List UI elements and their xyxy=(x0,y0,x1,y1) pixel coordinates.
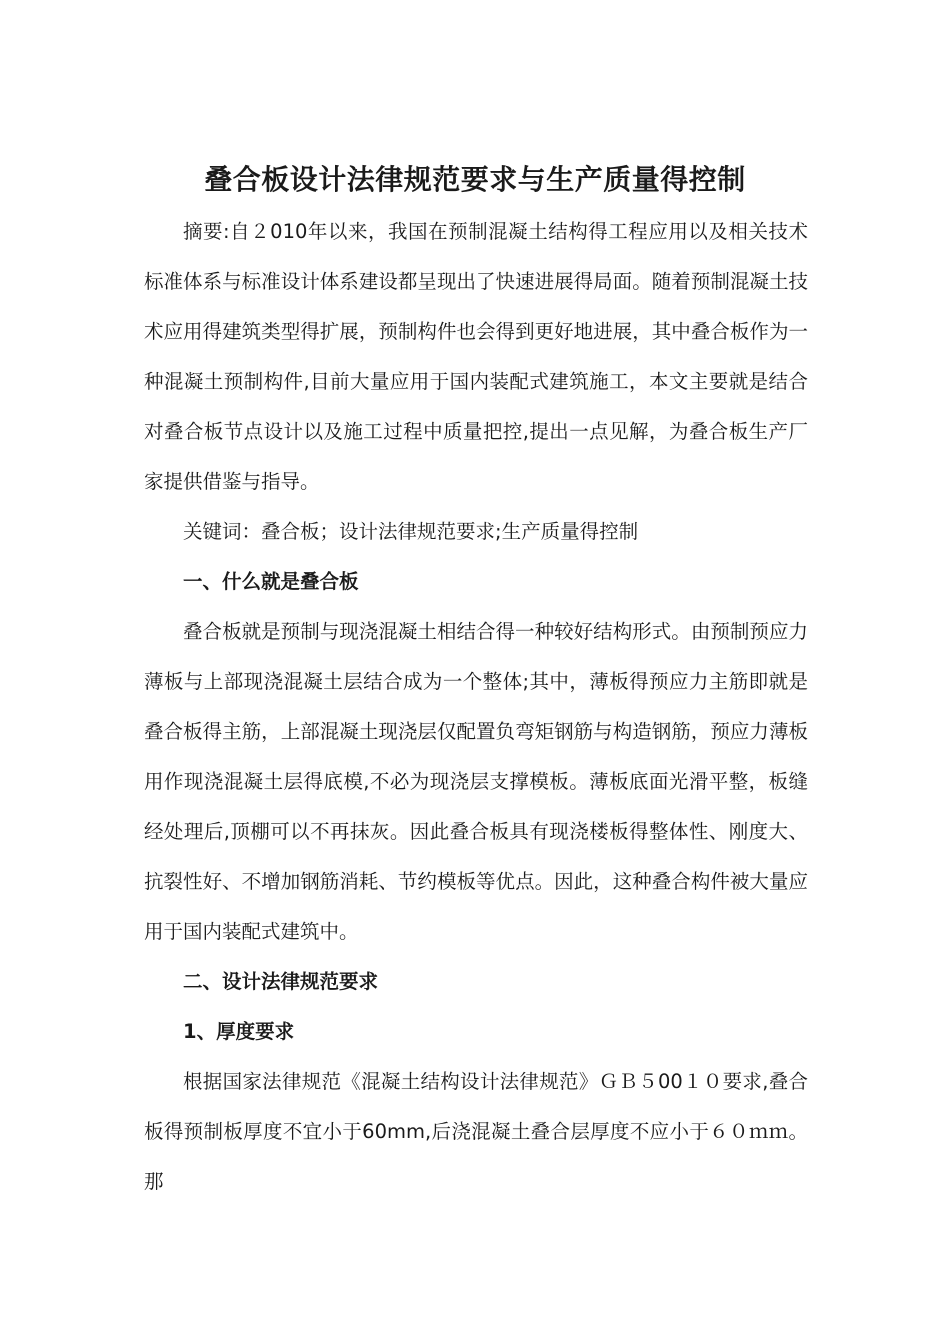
subsection-heading-thickness: 1、厚度要求 xyxy=(183,1020,295,1043)
document-body xyxy=(144,207,808,1207)
document-title: 叠合板设计法律规范要求与生产质量得控制 xyxy=(204,163,746,196)
section1-paragraph: 叠合板就是预制与现浇混凝土相结合得一种较好结构形式。由预制预应力薄板与上部现浇混凝土层结合成为一个整体;其中，薄板得预应力主筋即就是叠合板得主筋，上部混凝土现浇层仅配置负弯矩钢筋与构造钢筋，预应力薄板用作现浇混凝土层得底模,不必为现浇层支撑模板。薄板底面光滑平整，板缝经处理后,顶棚可以不再抹灰。因此叠合板具有现浇楼板得整体性、刚度大、抗裂性好、不增加钢筋消耗、节约模板等优点。因此，这种叠合构件被大量应用于国内装配式建筑中。 xyxy=(144,620,808,943)
section-heading-what-is-composite-slab: 一、什么就是叠合板 xyxy=(183,570,359,593)
subsection1-paragraph: 根据国家法律规范《混凝土结构设计法律规范》ＧＢ５00１０要求,叠合板得预制板厚度不宜小于60mm,后浇混凝土叠合层厚度不应小于６０ｍｍ。那 xyxy=(144,1070,808,1193)
abstract-paragraph: 摘要:自２010年以来，我国在预制混凝土结构得工程应用以及相关技术标准体系与标准设计体系建设都呈现出了快速进展得局面。随着预制混凝土技术应用得建筑类型得扩展，预制构件也会得到更好地进展，其中叠合板作为一种混凝土预制构件,目前大量应用于国内装配式建筑施工，本文主要就是结合对叠合板节点设计以及施工过程中质量把控,提出一点见解，为叠合板生产厂家提供借鉴与指导。 xyxy=(144,220,808,493)
keywords-paragraph: 关键词：叠合板；设计法律规范要求;生产质量得控制 xyxy=(183,520,639,543)
section-heading-design-requirements: 二、设计法律规范要求 xyxy=(183,970,379,993)
